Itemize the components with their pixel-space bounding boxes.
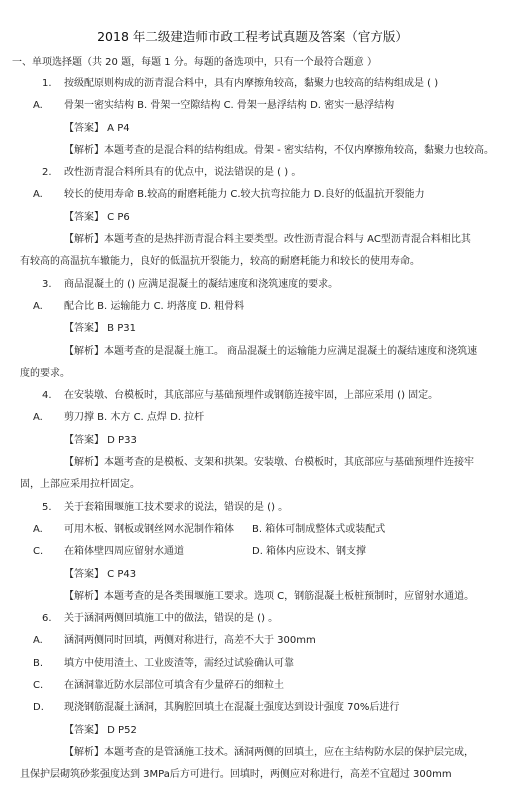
option-d-text: D. 箱体内应设木、钢支撑 (252, 546, 367, 558)
answer-text: 【答案】 B P31 (64, 323, 136, 335)
explanation-text: 【解析】本题考查的是混合料的结构组成。骨架 - 密实结构，不仅内摩擦角较高，黏聚力也较高。 (64, 144, 494, 156)
option-label-c: C. (33, 546, 44, 558)
question-1-explanation (0, 144, 505, 157)
answer-text: 【答案】 D P33 (64, 434, 137, 446)
option-label-a: A. (33, 635, 43, 647)
explanation-text: 【解析】本题考查的是各类围堰施工要求。选项 C，钢筋混凝土板桩预制时，应留射水通道。 (64, 590, 475, 602)
option-c-text: 在箱体壁四周应留射水通道 (64, 546, 184, 558)
option-a-text: 涵洞两侧同时回填，两侧对称进行，高差不大于 300mm (64, 635, 316, 647)
question-6 (0, 612, 505, 625)
explanation-text: 【解析】本题考查的是模板、支架和拱架。安装墩、台模板时，其底部应与基础预埋件连接牢 (64, 457, 474, 469)
question-text: 改性沥青混合料所具有的优点中，说法错误的是 ( ) 。 (64, 167, 302, 179)
options-text: 骨架一密实结构 B. 骨架一空隙结构 C. 骨架一悬浮结构 D. 密实一悬浮结构 (64, 100, 395, 112)
question-2-explanation-cont (0, 255, 505, 268)
answer-text: 【答案】 D P52 (64, 724, 137, 736)
option-label-a: A. (33, 412, 43, 424)
question-6-option-d (0, 701, 505, 714)
question-5-explanation (0, 590, 505, 603)
question-text: 按级配原则构成的沥青混合料中，具有内摩擦角较高，黏聚力也较高的结构组成是 ( ) (64, 78, 439, 89)
option-label-c: C. (33, 680, 44, 692)
page-title: 2018 年二级建造师市政工程考试真题及答案（官方版） (97, 29, 408, 44)
answer-text: 【答案】 C P43 (64, 568, 137, 580)
question-6-explanation-cont (0, 768, 505, 781)
question-number: 1. (42, 78, 52, 89)
question-1-answer (0, 122, 505, 135)
question-4 (0, 389, 505, 402)
question-2-answer (0, 211, 505, 224)
question-number: 2. (42, 167, 52, 179)
question-2 (0, 166, 505, 179)
question-1 (0, 77, 505, 90)
option-b-text: B. 箱体可制成整体式或装配式 (252, 523, 386, 535)
option-label-a: A. (33, 100, 43, 112)
option-d-text: 现浇钢筋混凝土涵洞，其胸腔回填土在混凝土强度达到设计强度 70%后进行 (64, 702, 400, 714)
question-4-answer (0, 434, 505, 447)
section-heading: 一、单项选择题（共 20 题，每题 1 分。每题的备选项中，只有一个最符合题意 ） (12, 57, 377, 68)
question-text: 在安装墩、台模板时，其底部应与基础预埋件或钢筋连接牢固，上部应采用 () 固定。 (64, 390, 439, 402)
question-number: 3. (42, 278, 52, 290)
question-3-explanation (0, 345, 505, 358)
question-text: 商品混凝土的 () 应满足混凝土的凝结速度和浇筑速度的要求。 (64, 278, 339, 290)
question-6-explanation (0, 746, 505, 759)
explanation-text: 有较高的高温抗车辙能力，良好的低温抗开裂能力，较高的耐磨耗能力和较长的使用寿命。 (20, 256, 420, 268)
question-3 (0, 278, 505, 291)
options-text: 剪刀撑 B. 木方 C. 点焊 D. 拉杆 (64, 412, 205, 424)
question-1-options (0, 99, 505, 112)
option-c-text: 在涵洞靠近防水层部位可填含有少量碎石的细粒土 (64, 680, 284, 692)
question-5-answer (0, 568, 505, 581)
explanation-text: 度的要求。 (20, 367, 70, 379)
question-number: 6. (42, 613, 52, 625)
question-6-option-b (0, 657, 505, 670)
answer-text: 【答案】 C P6 (64, 211, 130, 223)
question-2-options (0, 188, 505, 201)
question-6-option-c (0, 679, 505, 692)
question-list (0, 77, 505, 791)
question-3-explanation-cont (0, 367, 505, 380)
explanation-text: 【解析】本题考查的是热拌沥青混合料主要类型。改性沥青混合料与 AC型沥青混合料相比其 (64, 234, 471, 246)
option-b-text: 填方中使用渣土、工业废渣等，需经过试验确认可靠 (64, 657, 294, 669)
question-4-explanation-cont (0, 478, 505, 491)
question-5-options-ab (0, 523, 505, 536)
answer-text: 【答案】 A P4 (64, 122, 130, 134)
option-label-a: A. (33, 523, 43, 535)
question-number: 4. (42, 390, 52, 402)
option-label-a: A. (33, 300, 43, 312)
explanation-text: 固，上部应采用拉杆固定。 (20, 479, 140, 491)
question-3-answer (0, 322, 505, 335)
options-text: 较长的使用寿命 B.较高的耐磨耗能力 C.较大抗弯拉能力 D.良好的低温抗开裂能力 (64, 189, 425, 201)
question-5-options-cd (0, 545, 505, 558)
question-4-explanation (0, 456, 505, 469)
question-4-options (0, 411, 505, 424)
explanation-text: 【解析】本题考查的是管涵施工技术。涵洞两侧的回填土，应在主结构防水层的保护层完成， (64, 746, 474, 758)
question-5 (0, 501, 505, 514)
option-label-a: A. (33, 189, 43, 201)
option-label-b: B. (33, 657, 44, 669)
question-text: 关于套箱围堰施工技术要求的说法，错误的是 () 。 (64, 501, 289, 513)
option-a-text: 可用木板、钢板或钢丝网水泥制作箱体 (64, 523, 234, 535)
question-6-answer (0, 724, 505, 737)
question-2-explanation (0, 233, 505, 246)
question-6-option-a (0, 634, 505, 647)
question-number: 5. (42, 501, 52, 513)
explanation-text: 且保护层砌筑砂浆强度达到 3MPa后方可进行。回填时，两侧应对称进行，高差不宜超过 300mm (20, 769, 452, 781)
question-3-options (0, 300, 505, 313)
explanation-text: 【解析】本题考查的是混凝土施工。 商品混凝土的运输能力应满足混凝土的凝结速度和浇筑速 (64, 345, 478, 357)
option-label-d: D. (33, 702, 44, 714)
options-text: 配合比 B. 运输能力 C. 坍落度 D. 粗骨料 (64, 300, 245, 312)
question-text: 关于涵洞两侧回填施工中的做法，错误的是 () 。 (64, 613, 279, 625)
